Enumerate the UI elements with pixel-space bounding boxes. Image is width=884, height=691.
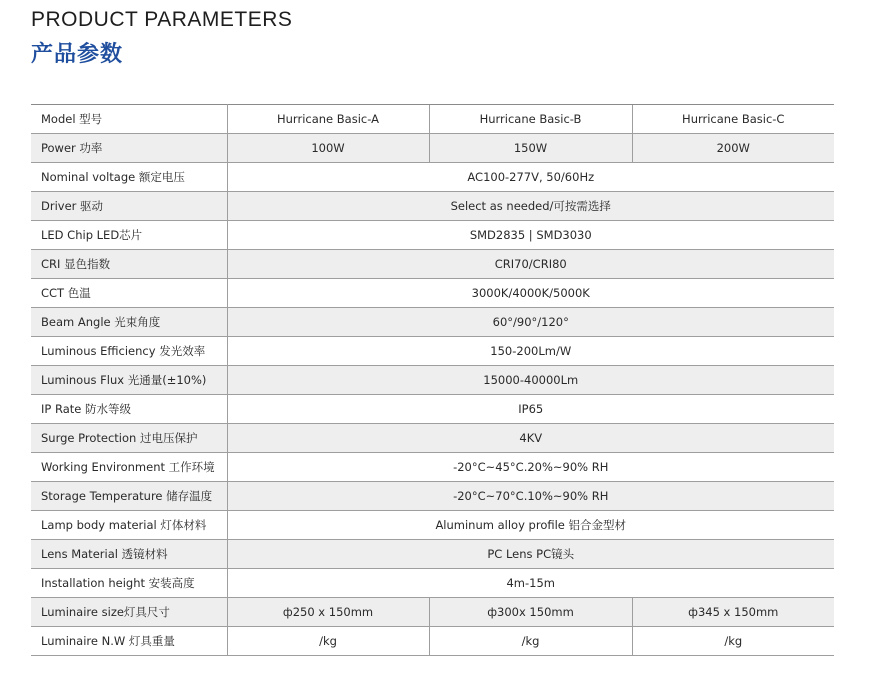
row-label: Working Environment 工作环境 — [31, 453, 227, 482]
row-value: /kg — [429, 627, 632, 656]
row-value: 60°/90°/120° — [227, 308, 834, 337]
row-value: 100W — [227, 134, 429, 163]
row-label: CRI 显色指数 — [31, 250, 227, 279]
row-label: LED Chip LED芯片 — [31, 221, 227, 250]
row-label: Luminous Efficiency 发光效率 — [31, 337, 227, 366]
parameters-table-body — [31, 105, 834, 656]
table-row — [31, 511, 834, 540]
table-row — [31, 453, 834, 482]
page-title-en: PRODUCT PARAMETERS — [31, 8, 293, 31]
row-label: Lamp body material 灯体材料 — [31, 511, 227, 540]
row-value: 4m-15m — [227, 569, 834, 598]
row-value: /kg — [632, 627, 834, 656]
table-row — [31, 598, 834, 627]
row-label: Model 型号 — [31, 105, 227, 134]
row-value: IP65 — [227, 395, 834, 424]
row-label: Installation height 安装高度 — [31, 569, 227, 598]
table-row — [31, 250, 834, 279]
row-value: -20°C~45°C.20%~90% RH — [227, 453, 834, 482]
table-row — [31, 540, 834, 569]
row-value: ф250 x 150mm — [227, 598, 429, 627]
row-label: Luminaire size灯具尺寸 — [31, 598, 227, 627]
row-value: 150-200Lm/W — [227, 337, 834, 366]
table-row — [31, 366, 834, 395]
row-value: Aluminum alloy profile 铝合金型材 — [227, 511, 834, 540]
table-row — [31, 395, 834, 424]
row-label: Lens Material 透镜材料 — [31, 540, 227, 569]
row-value: Hurricane Basic-B — [429, 105, 632, 134]
row-value: Select as needed/可按需选择 — [227, 192, 834, 221]
table-row — [31, 105, 834, 134]
row-label: Beam Angle 光束角度 — [31, 308, 227, 337]
table-row — [31, 221, 834, 250]
row-value: PC Lens PC镜头 — [227, 540, 834, 569]
table-row — [31, 627, 834, 656]
row-value: Hurricane Basic-C — [632, 105, 834, 134]
row-label: Storage Temperature 储存温度 — [31, 482, 227, 511]
row-value: 15000-40000Lm — [227, 366, 834, 395]
row-label: Luminous Flux 光通量(±10%) — [31, 366, 227, 395]
row-value: ф300x 150mm — [429, 598, 632, 627]
table-row — [31, 308, 834, 337]
row-value: SMD2835 | SMD3030 — [227, 221, 834, 250]
row-label: CCT 色温 — [31, 279, 227, 308]
row-value: 200W — [632, 134, 834, 163]
row-value: Hurricane Basic-A — [227, 105, 429, 134]
row-value: CRI70/CRI80 — [227, 250, 834, 279]
table-row — [31, 163, 834, 192]
table-row — [31, 424, 834, 453]
row-label: Power 功率 — [31, 134, 227, 163]
row-value: ф345 x 150mm — [632, 598, 834, 627]
row-label: Driver 驱动 — [31, 192, 227, 221]
row-value: AC100-277V, 50/60Hz — [227, 163, 834, 192]
row-label: Luminaire N.W 灯具重量 — [31, 627, 227, 656]
row-label: Nominal voltage 额定电压 — [31, 163, 227, 192]
table-row — [31, 482, 834, 511]
table-row — [31, 337, 834, 366]
row-value: /kg — [227, 627, 429, 656]
row-value: 3000K/4000K/5000K — [227, 279, 834, 308]
table-row — [31, 569, 834, 598]
page-title-cn: 产品参数 — [31, 42, 124, 67]
table-row — [31, 134, 834, 163]
table-row — [31, 279, 834, 308]
row-label: Surge Protection 过电压保护 — [31, 424, 227, 453]
row-value: -20°C~70°C.10%~90% RH — [227, 482, 834, 511]
row-value: 4KV — [227, 424, 834, 453]
table-row — [31, 192, 834, 221]
row-label: IP Rate 防水等级 — [31, 395, 227, 424]
row-value: 150W — [429, 134, 632, 163]
product-parameters-table — [31, 104, 834, 656]
